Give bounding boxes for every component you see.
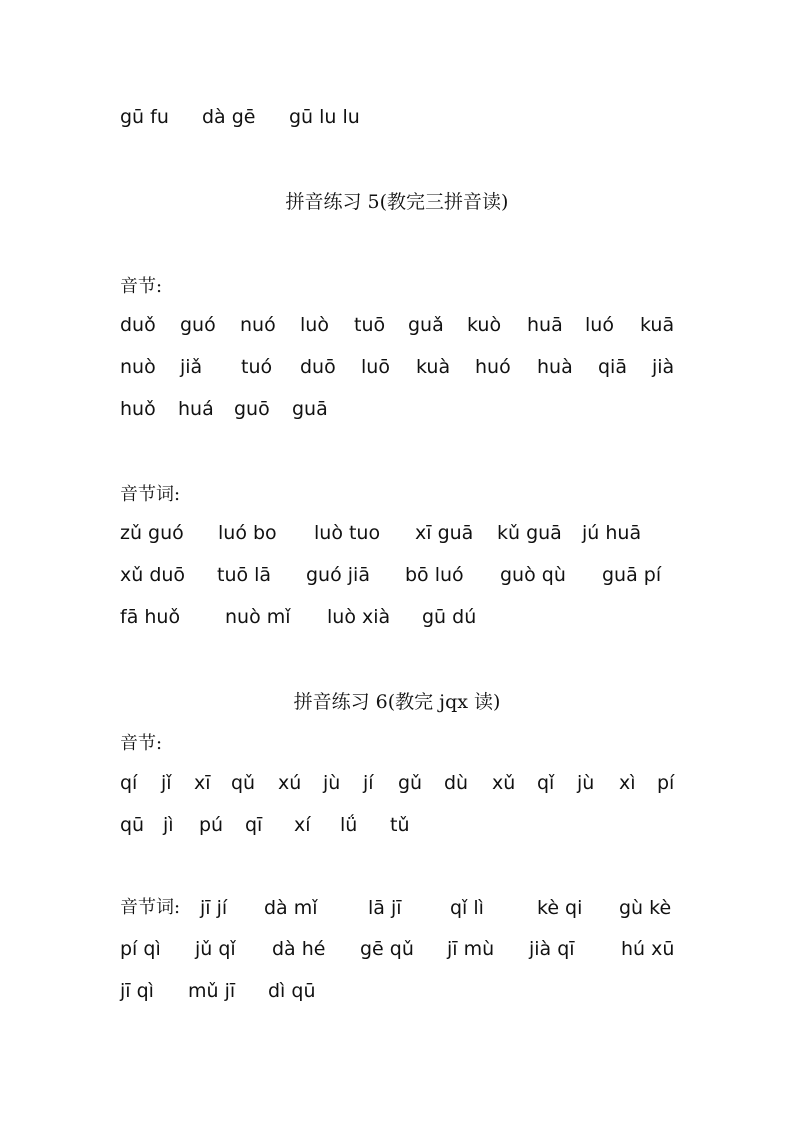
syllable: guǎ — [408, 314, 444, 336]
syllable: xú — [278, 772, 302, 794]
word: luó bo — [218, 522, 277, 544]
word: luò tuo — [314, 522, 381, 544]
word: guò qù — [500, 564, 566, 586]
word: dì qū — [268, 980, 316, 1002]
syllable: tuō — [354, 314, 386, 336]
syllable: duǒ — [120, 314, 156, 336]
syllable: huā — [527, 314, 563, 336]
syllable: tuó — [241, 356, 273, 378]
section6-title: 拼音练习 6(教完 jqx 读) — [293, 691, 501, 713]
section5-title: 拼音练习 5(教完三拼音读) — [285, 191, 509, 213]
syllable: qiā — [598, 356, 627, 378]
syllable: huó — [475, 356, 511, 378]
word: zǔ guó — [120, 522, 184, 544]
word: jià qī — [529, 938, 575, 960]
syllable: qǔ — [231, 772, 256, 794]
word: jú huā — [582, 522, 642, 544]
word: jī qì — [120, 980, 154, 1002]
word: gū lu lu — [289, 106, 360, 128]
syllable: huá — [178, 398, 214, 420]
syllable: jì — [163, 814, 174, 836]
syllable: luō — [361, 356, 390, 378]
word: hú xū — [621, 938, 675, 960]
syllable: nuó — [240, 314, 276, 336]
syllable: jí — [363, 772, 374, 794]
syllable: luó — [585, 314, 614, 336]
syllable: nuò — [120, 356, 156, 378]
syllable: dù — [444, 772, 469, 794]
word: xī guā — [415, 522, 474, 544]
word: bō luó — [405, 564, 464, 586]
syllable: guā — [292, 398, 328, 420]
syllable: huà — [537, 356, 573, 378]
word: dà mǐ — [264, 897, 318, 919]
word: xǔ duō — [120, 564, 186, 586]
word: jī mù — [447, 938, 495, 960]
syllable: kuā — [640, 314, 675, 336]
syllable: kuò — [467, 314, 502, 336]
word: dà hé — [272, 938, 326, 960]
word: tuō lā — [217, 564, 272, 586]
word: gū dú — [422, 606, 477, 628]
syllable: xī — [194, 772, 211, 794]
word: jī jí — [200, 897, 228, 919]
syllable: jiǎ — [180, 356, 203, 378]
syllable: lǘ — [340, 814, 358, 836]
syllable: xì — [619, 772, 636, 794]
syllable: huǒ — [120, 398, 156, 420]
syllable: qī — [245, 814, 263, 836]
syllable: luò — [300, 314, 329, 336]
syllable: jǐ — [161, 772, 172, 794]
word: gē qǔ — [360, 938, 414, 960]
word: gū fu — [120, 106, 169, 128]
word: nuò mǐ — [225, 606, 291, 628]
syllable: qū — [120, 814, 145, 836]
syllable: pí — [657, 772, 675, 794]
section5-word-label: 音节词: — [120, 484, 181, 505]
syllable: gǔ — [398, 772, 423, 794]
word: pí qì — [120, 938, 161, 960]
syllable: pú — [199, 814, 224, 836]
syllable: duō — [300, 356, 336, 378]
syllable: guó — [180, 314, 216, 336]
word: luò xià — [327, 606, 391, 628]
syllable: jù — [577, 772, 595, 794]
syllable: tǔ — [390, 814, 410, 836]
syllable: jià — [652, 356, 675, 378]
section6-syllable-label: 音节: — [120, 733, 163, 754]
section5-syllable-label: 音节: — [120, 276, 163, 297]
word: qǐ lì — [450, 897, 484, 919]
syllable: xí — [294, 814, 311, 836]
syllable: qí — [120, 772, 138, 794]
syllable: kuà — [416, 356, 451, 378]
word: mǔ jī — [188, 980, 236, 1002]
section6-word-label: 音节词: — [120, 897, 181, 918]
word: guó jiā — [306, 564, 370, 586]
syllable: jù — [323, 772, 341, 794]
word: jǔ qǐ — [195, 938, 236, 960]
word: guā pí — [602, 564, 662, 586]
word: kǔ guā — [497, 522, 562, 544]
word: gù kè — [619, 897, 672, 919]
syllable: guō — [234, 398, 270, 420]
syllable: qǐ — [537, 772, 555, 794]
word: lā jī — [368, 897, 402, 919]
word: dà gē — [202, 106, 256, 128]
syllable: xǔ — [492, 772, 516, 794]
word: fā huǒ — [120, 606, 181, 628]
word: kè qi — [537, 897, 583, 919]
